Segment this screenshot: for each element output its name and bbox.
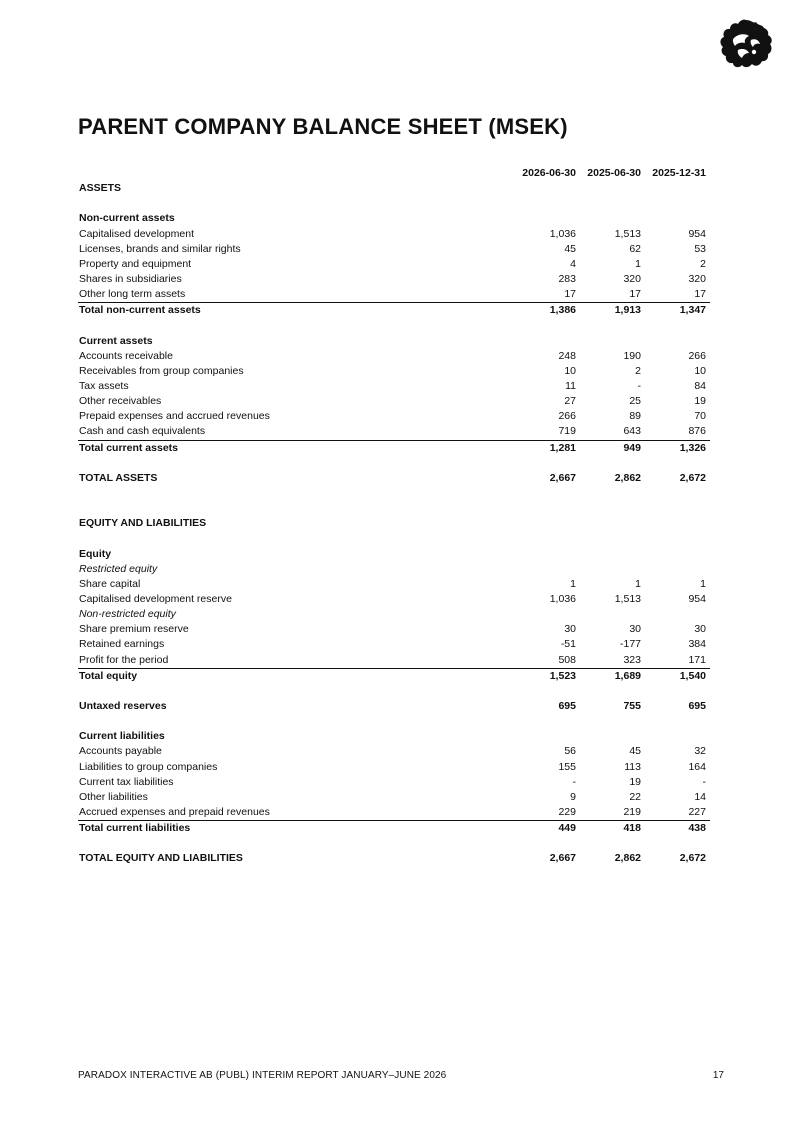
paradox-logo-icon: [718, 18, 774, 72]
row-value: 248: [558, 349, 576, 362]
row-value: [515, 501, 580, 516]
row-value: 418: [623, 822, 641, 835]
row-label: Receivables from group companies: [79, 364, 244, 377]
row-label: Non-restricted equity: [79, 608, 176, 621]
section-heading-row: [78, 547, 710, 562]
table-row: [78, 637, 710, 652]
row-value: 643: [580, 424, 645, 440]
row-label: Accrued expenses and prepaid revenues: [78, 805, 515, 821]
row-value: 2,672: [679, 471, 706, 484]
row-label: TOTAL ASSETS: [79, 471, 158, 484]
row-label: EQUITY AND LIABILITIES: [79, 517, 207, 530]
row-value: 1: [635, 577, 641, 590]
row-value: [580, 607, 645, 622]
row-value: 30: [694, 623, 706, 636]
row-value: [580, 486, 645, 501]
row-value: 10: [694, 364, 706, 377]
row-value: -: [702, 775, 706, 788]
row-label: Current liabilities: [79, 730, 165, 743]
column-header-row: [78, 166, 710, 181]
row-value: [515, 334, 580, 349]
table-row: [78, 592, 710, 607]
section-heading-row: [78, 334, 710, 349]
spacer-row: [78, 684, 710, 699]
row-value: [580, 501, 645, 516]
row-value: 62: [629, 242, 641, 255]
page-number: 17: [712, 1070, 724, 1081]
table-row: [78, 622, 710, 637]
row-value: 1,386: [549, 304, 576, 317]
row-value: 32: [694, 745, 706, 758]
row-value: 2,862: [614, 852, 641, 865]
row-label: Shares in subsidiaries: [79, 273, 182, 286]
row-value: [580, 318, 645, 333]
row-value: [645, 714, 710, 729]
row-value: [515, 836, 580, 851]
row-value: 30: [564, 623, 576, 636]
table-row: [78, 287, 710, 303]
row-value: -177: [619, 638, 641, 651]
column-header: 2025-12-31: [652, 167, 706, 180]
row-value: [580, 531, 645, 546]
row-value: 17: [580, 287, 645, 303]
row-value: 508: [515, 653, 580, 669]
column-header: 2026-06-30: [522, 167, 576, 180]
row-value: 949: [623, 441, 641, 454]
row-value: 84: [694, 380, 706, 393]
row-value: [580, 836, 645, 851]
table-row: [78, 364, 710, 379]
row-value: 45: [629, 745, 641, 758]
row-value: [580, 181, 645, 196]
table-row: [78, 744, 710, 759]
spacer-row: [78, 531, 710, 546]
total-row: [78, 440, 710, 456]
table-row: [78, 349, 710, 364]
row-label: Total equity: [79, 669, 138, 682]
row-value: [645, 684, 710, 699]
row-label: Accounts receivable: [79, 349, 173, 362]
row-value: 17: [645, 287, 710, 303]
row-value: 89: [629, 410, 641, 423]
table-row: [78, 409, 710, 424]
row-value: [645, 729, 710, 744]
row-value: 283: [558, 273, 576, 286]
row-value: [580, 547, 645, 562]
subsection-heading-row: [78, 562, 710, 577]
row-label: Current assets: [79, 334, 153, 347]
row-value: [515, 547, 580, 562]
row-value: [580, 562, 645, 577]
column-header: 2025-06-30: [587, 167, 641, 180]
row-label: [78, 531, 515, 546]
row-label: Non-current assets: [79, 212, 175, 225]
subsection-heading-row: [78, 607, 710, 622]
section-heading-row: [78, 516, 710, 531]
row-value: [645, 516, 710, 531]
spacer-row: [78, 318, 710, 333]
row-value: 1,281: [549, 441, 576, 454]
row-value: [645, 196, 710, 211]
row-value: [645, 531, 710, 546]
row-value: [515, 714, 580, 729]
row-value: [580, 334, 645, 349]
spacer-row: [78, 714, 710, 729]
row-value: 1: [700, 577, 706, 590]
row-value: [515, 318, 580, 333]
row-value: [580, 211, 645, 226]
row-value: [645, 836, 710, 851]
row-value: 229: [515, 805, 580, 821]
table-row: [78, 394, 710, 409]
row-value: 17: [515, 287, 580, 303]
row-label: Retained earnings: [79, 638, 165, 651]
row-value: 155: [558, 760, 576, 773]
row-label: Current tax liabilities: [79, 775, 174, 788]
grand-total-row: [78, 851, 710, 866]
row-value: 1,326: [679, 441, 706, 454]
row-value: 9: [570, 790, 576, 803]
row-value: [515, 729, 580, 744]
row-value: [645, 486, 710, 501]
row-label: Prepaid expenses and accrued revenues: [79, 410, 270, 423]
row-label: ASSETS: [79, 182, 122, 195]
spacer-row: [78, 501, 710, 516]
row-value: [580, 714, 645, 729]
row-label: Property and equipment: [79, 257, 192, 270]
row-label: Total non-current assets: [79, 304, 201, 317]
row-value: 45: [564, 242, 576, 255]
grand-total-row: [78, 471, 710, 486]
row-label: [78, 501, 515, 516]
row-value: 1,036: [549, 593, 576, 605]
row-value: 266: [558, 410, 576, 423]
row-value: 14: [694, 790, 706, 803]
row-value: [580, 729, 645, 744]
table-row: [78, 257, 710, 272]
row-value: 70: [694, 410, 706, 423]
section-heading-row: [78, 729, 710, 744]
row-value: 719: [515, 424, 580, 440]
row-value: [580, 456, 645, 471]
row-value: [645, 607, 710, 622]
row-value: 2: [700, 257, 706, 270]
row-label: Restricted equity: [79, 562, 158, 575]
balance-sheet-table: [78, 166, 710, 866]
row-value: 954: [688, 227, 706, 240]
row-value: 1: [570, 577, 576, 590]
row-value: 2,672: [679, 852, 706, 865]
total-row: [78, 668, 710, 684]
table-row: [78, 577, 710, 592]
page-title: PARENT COMPANY BALANCE SHEET (MSEK): [78, 114, 568, 139]
row-value: [515, 456, 580, 471]
row-value: 190: [623, 349, 641, 362]
row-label: Other liabilities: [79, 790, 148, 803]
row-value: 1: [635, 257, 641, 270]
row-label: Equity: [79, 547, 112, 560]
row-value: 30: [629, 623, 641, 636]
row-value: [645, 456, 710, 471]
row-value: [515, 531, 580, 546]
row-value: 22: [629, 790, 641, 803]
table-row: [78, 790, 710, 805]
row-value: 164: [688, 760, 706, 773]
row-label: [78, 486, 515, 501]
table-row: [78, 379, 710, 394]
spacer-row: [78, 836, 710, 851]
row-value: [580, 516, 645, 531]
row-value: 320: [688, 273, 706, 286]
row-label: [78, 456, 515, 471]
section-heading-row: [78, 181, 710, 196]
row-value: 1,513: [614, 593, 641, 605]
row-value: 323: [580, 653, 645, 669]
row-value: 695: [558, 699, 576, 712]
row-label: Total current assets: [79, 441, 179, 454]
row-value: [515, 684, 580, 699]
row-label: Liabilities to group companies: [79, 760, 218, 773]
row-value: 19: [694, 395, 706, 408]
row-value: 53: [694, 242, 706, 255]
row-value: 171: [645, 653, 710, 669]
row-value: [515, 562, 580, 577]
row-label: Profit for the period: [78, 653, 515, 669]
row-value: 876: [645, 424, 710, 440]
row-label: Total current liabilities: [79, 822, 191, 835]
row-value: [580, 196, 645, 211]
row-value: [515, 516, 580, 531]
row-value: 320: [623, 273, 641, 286]
row-value: 4: [570, 257, 576, 270]
row-label: Other receivables: [79, 395, 162, 408]
row-value: 1,036: [549, 227, 576, 240]
row-value: 1,523: [549, 669, 576, 682]
row-label: [78, 318, 515, 333]
spacer-row: [78, 486, 710, 501]
spacer-row: [78, 456, 710, 471]
row-value: -51: [560, 638, 576, 651]
row-label: Other long term assets: [78, 287, 515, 303]
row-value: 266: [688, 349, 706, 362]
row-label: Untaxed reserves: [79, 699, 167, 712]
row-value: 2,667: [549, 852, 576, 865]
row-value: [515, 196, 580, 211]
row-value: 19: [629, 775, 641, 788]
table-row: [78, 775, 710, 790]
row-value: [515, 607, 580, 622]
row-value: -: [637, 380, 641, 393]
total-row: [78, 821, 710, 837]
row-label: Share premium reserve: [79, 623, 189, 636]
section-heading-row: [78, 211, 710, 226]
row-value: 11: [565, 380, 576, 393]
row-value: [515, 211, 580, 226]
row-label: Accounts payable: [79, 745, 162, 758]
row-value: 755: [623, 699, 641, 712]
row-value: [645, 334, 710, 349]
row-value: 56: [564, 745, 576, 758]
row-value: 219: [580, 805, 645, 821]
row-value: 438: [688, 822, 706, 835]
grand-total-row: [78, 699, 710, 714]
row-label: TOTAL EQUITY AND LIABILITIES: [79, 852, 243, 865]
row-value: [645, 547, 710, 562]
table-row: [78, 653, 710, 669]
row-label: Share capital: [79, 577, 141, 590]
row-value: 10: [564, 364, 576, 377]
row-value: 2: [635, 364, 641, 377]
row-value: [645, 562, 710, 577]
row-value: 449: [558, 822, 576, 835]
row-label: [78, 836, 515, 851]
row-value: 1,347: [679, 304, 706, 317]
row-value: 227: [645, 805, 710, 821]
row-value: [515, 181, 580, 196]
row-label: Capitalised development: [79, 227, 194, 240]
row-value: 1,540: [679, 669, 706, 682]
row-value: -: [572, 775, 576, 788]
row-label: Cash and cash equivalents: [78, 424, 515, 440]
row-label: [78, 196, 515, 211]
table-row: [78, 805, 710, 821]
row-value: 25: [629, 395, 641, 408]
row-value: 113: [624, 760, 641, 773]
table-row: [78, 272, 710, 287]
table-row: [78, 424, 710, 440]
row-value: 1,913: [614, 304, 641, 317]
table-row: [78, 759, 710, 774]
row-value: 954: [688, 593, 706, 605]
row-value: 695: [688, 699, 706, 712]
table-row: [78, 227, 710, 242]
row-value: 27: [564, 395, 576, 408]
row-label: [78, 714, 515, 729]
table-row: [78, 242, 710, 257]
total-row: [78, 303, 710, 319]
spacer-row: [78, 196, 710, 211]
row-label: Licenses, brands and similar rights: [79, 242, 241, 255]
footer-report-title: PARADOX INTERACTIVE AB (PUBL) INTERIM REPORT JANUARY–JUNE 2026: [78, 1070, 447, 1081]
row-value: 1,513: [614, 227, 641, 240]
row-value: [515, 486, 580, 501]
row-value: 2,667: [549, 471, 576, 484]
row-value: [645, 318, 710, 333]
row-value: [580, 684, 645, 699]
row-value: [645, 211, 710, 226]
row-label: Capitalised development reserve: [79, 593, 232, 605]
row-label: [78, 684, 515, 699]
row-label: Tax assets: [79, 380, 129, 393]
row-value: [645, 501, 710, 516]
row-value: [645, 181, 710, 196]
row-value: 384: [688, 638, 706, 651]
row-value: 1,689: [614, 669, 641, 682]
row-value: 2,862: [614, 471, 641, 484]
